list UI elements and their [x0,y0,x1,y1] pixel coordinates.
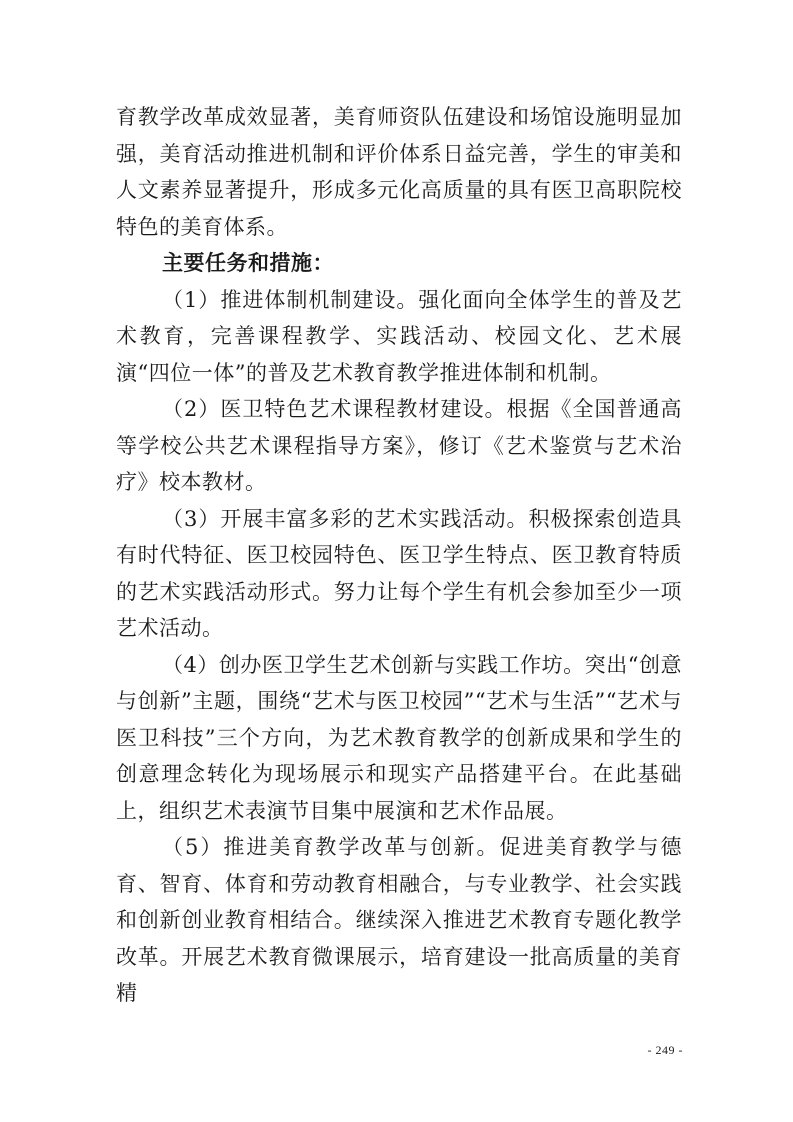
paragraph-item-5: （5）推进美育教学改革与创新。促进美育教学与德育、智育、体育和劳动教育相融合，与专业教学、社会实践和创新创业教育相结合。继续深入推进艺术教育专题化教学改革。开展艺术教育微课展示，培育建设一批高质量的美育精 [116,835,682,1005]
paragraph-item-3: （3）开展丰富多彩的艺术实践活动。积极探索创造具有时代特征、医卫校园特色、医卫学生特点、医卫教育特质的艺术实践活动形式。努力让每个学生有机会参加至少一项艺术活动。 [116,506,682,640]
paragraph-continuation: 育教学改革成效显著，美育师资队伍建设和场馆设施明显加强，美育活动推进机制和评价体系日益完善，学生的审美和人文素养显著提升，形成多元化高质量的具有医卫高职院校特色的美育体系。 [116,105,682,239]
body-text [116,99,682,1012]
section-heading: 主要任务和措施： [162,251,334,275]
page-number: - 249 - [647,1043,683,1057]
paragraph-item-1: （1）推进体制机制建设。强化面向全体学生的普及艺术教育，完善课程教学、实践活动、校园文化、艺术展演“四位一体”的普及艺术教育教学推进体制和机制。 [116,287,682,385]
paragraph-item-2: （2）医卫特色艺术课程教材建设。根据《全国普通高等学校公共艺术课程指导方案》，修订《艺术鉴赏与艺术治疗》校本教材。 [116,397,682,494]
paragraph-item-4: （4）创办医卫学生艺术创新与实践工作坊。突出“创意与创新”主题，围绕“艺术与医卫校园”“艺术与生活”“艺术与医卫科技”三个方向，为艺术教育教学的创新成果和学生的创意理念转化为现场展示和现实产品搭建平台。在此基础上，组织艺术表演节目集中展演和艺术作品展。 [116,652,682,823]
